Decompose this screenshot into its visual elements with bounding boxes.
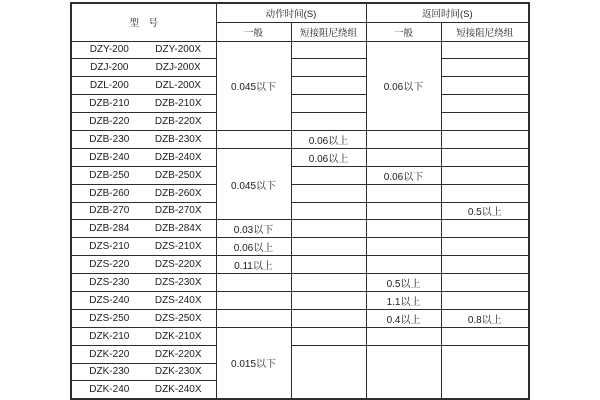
cell-action-general: 0.03以下	[216, 220, 291, 238]
cell-return-general	[366, 184, 441, 202]
model-cell	[71, 220, 216, 238]
model-name: DZK-220	[89, 348, 130, 360]
cell-action-general	[216, 274, 291, 292]
header-return-time: 返回时间(S)	[366, 3, 529, 22]
cell-return-general	[366, 202, 441, 220]
table-row	[71, 77, 529, 95]
model-name: DZK-230	[89, 366, 130, 378]
cell-return-damping	[441, 77, 529, 95]
cell-return-general	[366, 238, 441, 256]
header-row-groups	[71, 3, 529, 22]
cell-action-general	[216, 291, 291, 309]
table-row	[71, 41, 529, 59]
cell-return-general	[366, 256, 441, 274]
model-name: DZL-200	[89, 80, 129, 92]
cell-return-general	[366, 345, 441, 399]
cell-return-general: 1.1以上	[366, 291, 441, 309]
model-name: DZY-200	[89, 44, 129, 56]
cell-return-damping	[441, 113, 529, 131]
model-name: DZB-210X	[154, 98, 202, 110]
model-cell	[71, 95, 216, 113]
cell-return-general	[366, 327, 441, 345]
model-cell	[71, 166, 216, 184]
model-cell	[71, 291, 216, 309]
cell-return-damping: 0.8以上	[441, 309, 529, 327]
table-body	[71, 41, 529, 399]
model-name: DZJ-200X	[155, 62, 201, 74]
model-name: DZK-220X	[154, 348, 202, 360]
cell-action-general: 0.045以下	[216, 148, 291, 220]
cell-action-damping	[291, 274, 366, 292]
cell-return-damping	[441, 327, 529, 345]
model-name: DZB-210	[89, 98, 130, 110]
cell-action-general	[216, 130, 291, 148]
model-name: DZS-210	[89, 241, 130, 253]
cell-return-damping	[441, 59, 529, 77]
model-name: DZB-240X	[154, 151, 202, 163]
cell-return-damping	[441, 220, 529, 238]
model-name: DZK-230X	[154, 366, 202, 378]
table-row	[71, 166, 529, 184]
cell-action-damping: 0.06以上	[291, 130, 366, 148]
model-cell	[71, 363, 216, 381]
spec-table	[70, 2, 530, 400]
header-action-time: 动作时间(S)	[216, 3, 366, 22]
cell-action-damping	[291, 59, 366, 77]
model-name: DZB-220X	[154, 116, 202, 127]
cell-action-general	[216, 309, 291, 327]
model-cell	[71, 130, 216, 148]
table-row	[71, 274, 529, 292]
table-row	[71, 113, 529, 131]
table-row	[71, 291, 529, 309]
cell-return-general	[366, 220, 441, 238]
model-name: DZB-270	[89, 205, 130, 217]
table-row	[71, 345, 529, 363]
cell-return-damping	[441, 256, 529, 274]
model-name: DZK-210X	[154, 330, 202, 342]
model-name: DZB-240	[89, 151, 130, 163]
model-cell	[71, 77, 216, 95]
cell-return-damping	[441, 238, 529, 256]
table-row	[71, 309, 529, 327]
cell-return-damping	[441, 130, 529, 148]
model-name: DZS-250X	[154, 312, 202, 324]
cell-return-damping	[441, 41, 529, 59]
model-name: DZY-200X	[155, 44, 202, 56]
cell-action-damping	[291, 345, 366, 399]
table-row	[71, 256, 529, 274]
cell-action-damping	[291, 327, 366, 345]
cell-action-general: 0.11以上	[216, 256, 291, 274]
table-row	[71, 327, 529, 345]
model-name: DZB-230X	[154, 133, 202, 145]
cell-action-damping	[291, 291, 366, 309]
cell-return-damping	[441, 291, 529, 309]
cell-action-damping	[291, 309, 366, 327]
model-name: DZS-220	[89, 259, 130, 271]
table-row	[71, 202, 529, 220]
model-name: DZB-250X	[154, 169, 202, 181]
model-name: DZS-210X	[154, 241, 202, 253]
model-name: DZB-260	[89, 187, 130, 199]
relay-spec-table-container	[70, 2, 530, 400]
cell-return-general	[366, 130, 441, 148]
table-row	[71, 238, 529, 256]
cell-action-damping	[291, 238, 366, 256]
model-cell	[71, 148, 216, 166]
model-name: DZB-284	[89, 223, 130, 235]
table-row	[71, 59, 529, 77]
model-cell	[71, 202, 216, 220]
model-cell	[71, 256, 216, 274]
model-name: DZB-250	[89, 169, 130, 181]
cell-return-damping	[441, 184, 529, 202]
model-name: DZB-270X	[154, 205, 202, 217]
table-row	[71, 130, 529, 148]
model-cell	[71, 184, 216, 202]
cell-return-general: 0.4以上	[366, 309, 441, 327]
model-cell	[71, 309, 216, 327]
cell-return-damping: 0.5以上	[441, 202, 529, 220]
model-name: DZS-230	[89, 277, 130, 289]
cell-action-damping	[291, 113, 366, 131]
cell-return-damping	[441, 274, 529, 292]
model-name: DZJ-200	[90, 62, 129, 74]
cell-action-damping	[291, 256, 366, 274]
model-cell	[71, 113, 216, 131]
cell-return-general	[366, 148, 441, 166]
cell-return-damping	[441, 95, 529, 113]
header-model: 型 号	[71, 3, 216, 41]
model-cell	[71, 59, 216, 77]
cell-return-general: 0.06以下	[366, 166, 441, 184]
model-cell	[71, 381, 216, 399]
model-cell	[71, 345, 216, 363]
model-name: DZL-200X	[155, 80, 201, 92]
model-cell	[71, 41, 216, 59]
model-name: DZB-220	[89, 116, 130, 127]
header-return-general: 一般	[366, 22, 441, 41]
model-cell	[71, 274, 216, 292]
model-name: DZK-240X	[154, 384, 202, 396]
header-return-damping: 短接阻尼绕组	[441, 22, 529, 41]
cell-action-damping	[291, 220, 366, 238]
model-cell	[71, 238, 216, 256]
model-name: DZS-240X	[154, 294, 202, 306]
cell-action-damping: 0.06以上	[291, 148, 366, 166]
model-name: DZS-220X	[154, 259, 202, 271]
table-row	[71, 184, 529, 202]
model-name: DZK-240	[89, 384, 130, 396]
model-name: DZB-284X	[154, 223, 202, 235]
cell-return-general: 0.06以下	[366, 41, 441, 130]
model-name: DZS-250	[89, 312, 130, 324]
cell-action-damping	[291, 41, 366, 59]
cell-action-general: 0.015以下	[216, 327, 291, 399]
header-action-general: 一般	[216, 22, 291, 41]
model-cell	[71, 327, 216, 345]
cell-return-general: 0.5以上	[366, 274, 441, 292]
cell-action-damping	[291, 184, 366, 202]
cell-action-damping	[291, 202, 366, 220]
model-name: DZS-240	[89, 294, 130, 306]
model-name: DZB-230	[89, 133, 130, 145]
table-row	[71, 148, 529, 166]
cell-action-general: 0.06以上	[216, 238, 291, 256]
table-row	[71, 220, 529, 238]
cell-action-damping	[291, 77, 366, 95]
cell-return-damping	[441, 166, 529, 184]
header-action-damping: 短接阻尼绕组	[291, 22, 366, 41]
cell-action-damping	[291, 166, 366, 184]
table-row	[71, 95, 529, 113]
cell-action-damping	[291, 95, 366, 113]
cell-return-damping	[441, 345, 529, 399]
cell-action-general: 0.045以下	[216, 41, 291, 130]
cell-return-damping	[441, 148, 529, 166]
model-name: DZB-260X	[154, 187, 202, 199]
model-name: DZK-210	[89, 330, 130, 342]
model-name: DZS-230X	[154, 277, 202, 289]
